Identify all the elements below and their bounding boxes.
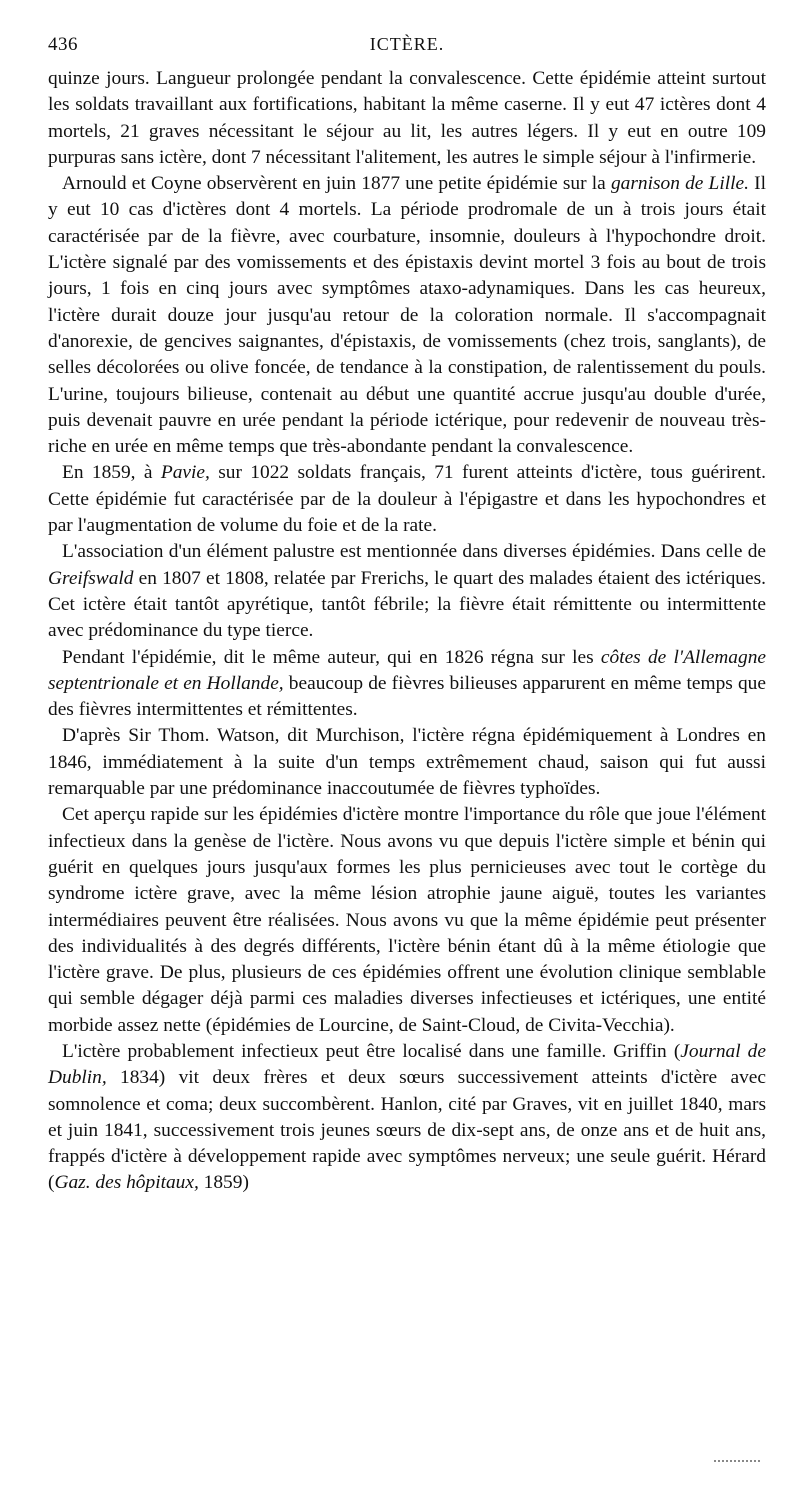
text-run: Arnould et Coyne observèrent en juin 1877 une petite épidémie sur la <box>62 173 611 195</box>
paragraph <box>48 1039 766 1197</box>
text-run: Il y eut 10 cas d'ictères dont 4 mortels. La période prodromale de un à trois jours était caractérisée par de la fièvre, avec courbature, insomnie, douleurs à l'hypochondre droit. L'ictère signalé par des vomissements et des épistaxis devint mortel 3 fois au bout de trois jours, 1 fois en cinq jours avec symptômes ataxo-adynamiques. Dans les cas heureux, l'ictère durait douze jour jusqu'au retour de la coloration normale. Il s'accompagnait d'anorexie, de gencives saignantes, d'épistaxis, de vomissements (chez trois, sanglants), de selles décolorées ou olive foncée, de tendance à la constipation, de ralentissement du pouls. L'urine, toujours bilieuse, contenait au début une quantité accrue jusqu'au double d'urée, puis devenait pauvre en urée pendant la période ictérique, pour redevenir de nouveau très-riche en urée en même temps que très-abondante pendant la convalescence. <box>48 173 766 458</box>
text-run: sur 1022 soldats français, 71 furent atteints d'ictère, tous guérirent. Cette épidémie fut caractérisée par de la douleur à l'épigastre et dans les hypochondres et par l'augmentation de volume du foie et de la rate. <box>48 462 766 537</box>
paragraph <box>48 460 766 539</box>
page-number: 436 <box>48 34 78 55</box>
paragraph <box>48 723 766 802</box>
italic-text: côtes de l'Allemagne septentrionale et en Hollande, <box>48 646 767 694</box>
paragraph <box>48 645 766 724</box>
body-text <box>48 66 766 1197</box>
paragraph <box>48 802 766 1039</box>
text-run: 1834) vit deux frères et deux sœurs successivement atteints d'ictère avec somnolence et coma; deux succombèrent. Hanlon, cité par Graves, vit en juillet 1840, mars et juin 1841, successivement trois jeunes sœurs de dix-sept ans, de onze ans et de huit ans, frappés d'ictère à développement rapide avec symptômes nerveux; une seule guérit. Hérard ( <box>48 1067 766 1194</box>
italic-text: Greifswald <box>48 567 134 589</box>
italic-text: garnison de Lille. <box>610 173 749 195</box>
paragraph <box>48 171 766 460</box>
text-run: 1859) <box>198 1172 249 1194</box>
italic-text: Gaz. des hôpitaux, <box>54 1172 199 1194</box>
text-run: en 1807 et 1808, relatée par Frerichs, le quart des malades étaient des ictériques. Cet ictère était tantôt apyrétique, tantôt fébrile; la fièvre était rémittente ou intermittente avec prédominance du type tierce. <box>48 567 766 642</box>
running-head <box>48 30 766 60</box>
italic-text: Pavie, <box>160 462 210 484</box>
paragraph <box>48 66 766 171</box>
text-run: quinze jours. Langueur prolongée pendant la convalescence. Cette épidémie atteint surtout les soldats travaillant aux fortifications, habitant la même caserne. Il y eut 47 ictères dont 4 mortels, 21 graves nécessitant le séjour au lit, les autres légers. Il y eut en outre 109 purpuras sans ictère, dont 7 nécessitant l'alitement, les autres le simple séjour à l'infirmerie. <box>48 68 766 168</box>
text-run: D'après Sir Thom. Watson, dit Murchison, l'ictère régna épidémiquement à Londres en 1846, immédiatement à la suite d'un temps extrêmement chaud, saison qui fut aussi remarquable par une prédominance inaccoutumée de fièvres typhoïdes. <box>48 725 766 800</box>
document-page <box>48 30 766 1197</box>
text-run: L'ictère probablement infectieux peut être localisé dans une famille. Griffin ( <box>62 1040 681 1062</box>
text-run: Cet aperçu rapide sur les épidémies d'ictère montre l'importance du rôle que joue l'élément infectieux dans la genèse de l'ictère. Nous avons vu que depuis l'ictère simple et bénin qui guérit en quelques jours jusqu'aux formes les plus pernicieuses avec tout le cortège du syndrome ictère grave, avec la même lésion atrophie jaune aiguë, toutes les variantes intermédiaires peuvent être réalisées. Nous avons vu que la même épidémie peut présenter des individualités à des degrés différents, l'ictère bénin étant dû à la même étiologie que l'ictère grave. De plus, plusieurs de ces épidémies offrent une évolution clinique semblable qui semble dégager déjà parmi ces maladies diverses infectieuses et ictériques, une entité morbide assez nette (épidémies de Lourcine, de Saint-Cloud, de Civita-Vecchia). <box>48 804 766 1036</box>
text-run: Pendant l'épidémie, dit le même auteur, qui en 1826 régna sur les <box>62 646 601 668</box>
running-title: ICTÈRE. <box>369 34 445 54</box>
text-run: L'association d'un élément palustre est mentionnée dans diverses épidémies. Dans celle de <box>62 541 766 563</box>
footer-mark <box>714 1460 760 1464</box>
italic-text: Journal de Dublin, <box>48 1040 766 1089</box>
text-run: En 1859, à <box>62 462 161 484</box>
text-run: beaucoup de fièvres bilieuses apparurent en même temps que des fièvres intermittentes et rémittentes. <box>48 672 766 721</box>
paragraph <box>48 539 766 644</box>
